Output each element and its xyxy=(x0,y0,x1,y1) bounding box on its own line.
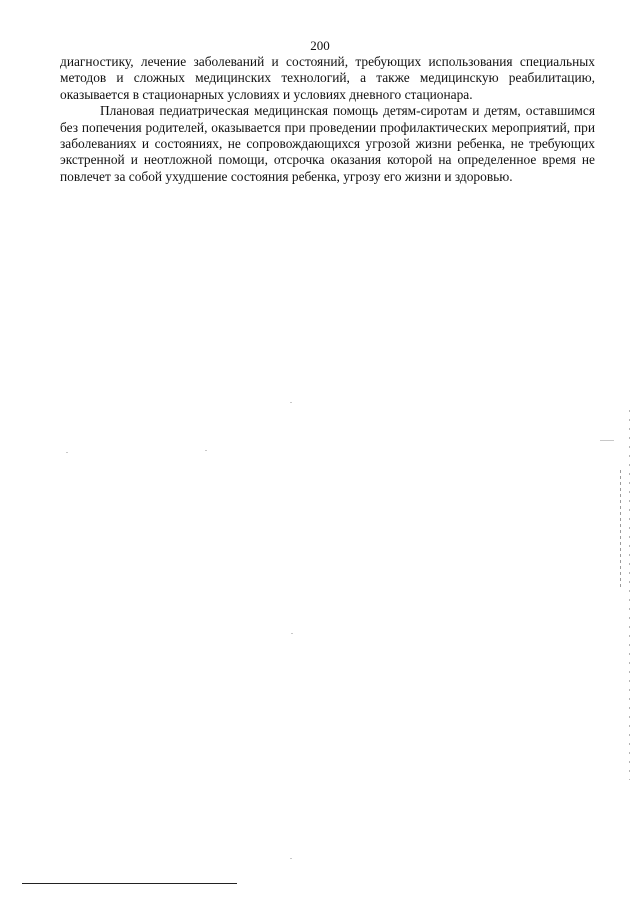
scan-speck xyxy=(290,402,292,403)
paragraph-planned-care: Плановая педиатрическая медицинская помощь детям-сиротам и детям, оставшимся без попечения родителей, оказывается при проведении профилактических мероприятий, при заболеваниях и состояниях, не сопровождающихся угрозой жизни ребенка, не требующих экстренной и неотложной помощи, отсрочка оказания которой на определенное время не повлечет за собой ухудшение состояния ребенка, угрозу его жизни и здоровью. xyxy=(60,103,595,184)
scan-speck xyxy=(205,450,207,451)
footnote-separator-line xyxy=(22,883,237,884)
scan-speck xyxy=(600,440,614,441)
paragraph-continuation: диагностику, лечение заболеваний и состояний, требующих использования специальных методов и сложных медицинских технологий, а также медицинскую реабилитацию, оказывается в стационарных условиях и условиях дневного стационара. xyxy=(60,54,595,102)
scan-edge-artifact xyxy=(629,410,630,780)
scan-speck xyxy=(66,452,68,453)
scan-speck xyxy=(291,633,293,634)
page-number: 200 xyxy=(310,38,330,53)
scan-speck xyxy=(290,858,292,859)
scan-edge-artifact xyxy=(620,470,621,590)
body-text xyxy=(60,54,595,185)
